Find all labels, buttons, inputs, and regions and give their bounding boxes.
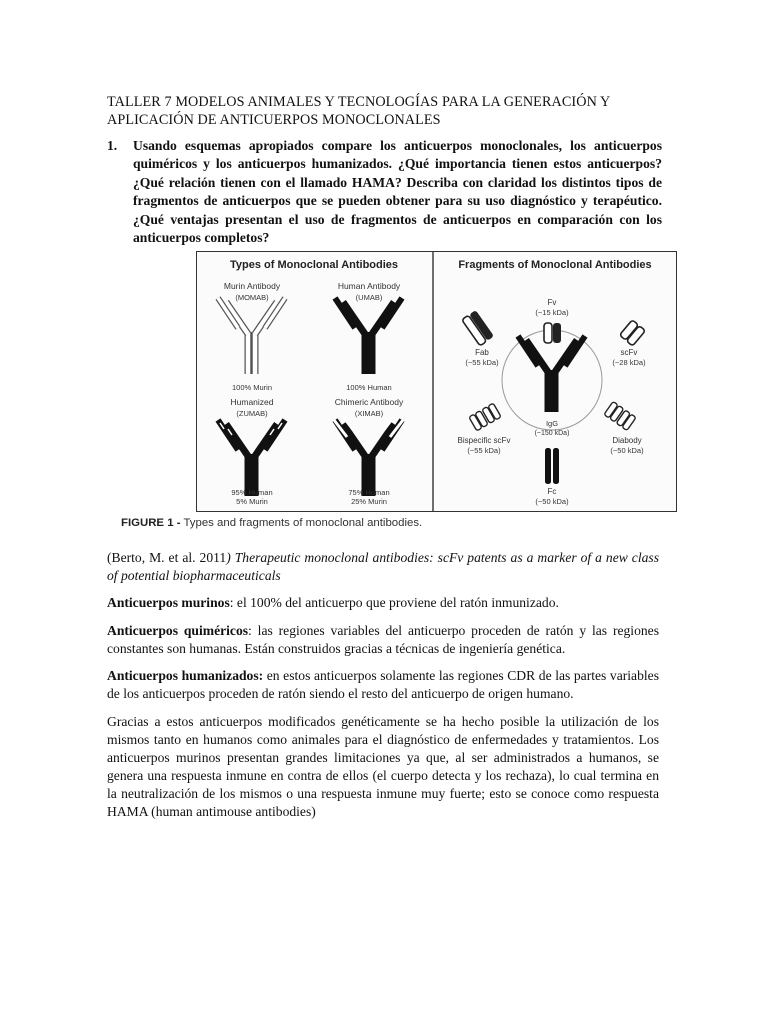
text-quimericos: : las regiones variables del anticuerpo proceden de ratón y las regiones constantes son humanas. Están construidos gracias a técnicas de ingeniería genética. bbox=[107, 623, 659, 656]
human-name: Human Antibody bbox=[337, 281, 401, 291]
igg-label: IgG bbox=[545, 419, 559, 428]
chimeric-composition-1: 75% Human bbox=[348, 488, 390, 497]
definition-quimericos bbox=[107, 622, 659, 658]
figure-caption bbox=[121, 517, 541, 529]
text-murinos: : el 100% del anticuerpo que proviene del ratón inmunizado. bbox=[229, 595, 559, 610]
diabody-label: Diabody bbox=[612, 436, 642, 445]
murin-composition: 100% Murin bbox=[231, 383, 273, 392]
question-text: Usando esquemas apropiados compare los anticuerpos monoclonales, los anticuerpos quiméricos y los anticuerpos humanizados. ¿Qué importancia tienen estos anticuerpos? ¿Qué relación tienen con el llamado HAMA? Describa con claridad los distintos tipos de fragmentos de anticuerpos que se pueden obtener para su uso diagnóstico y terapéutico. ¿Qué ventajas presentan el uso de fragmentos de anticuerpos en comparación con los anticuerpos completos? bbox=[133, 138, 662, 246]
term-humanizados: Anticuerpos humanizados: bbox=[107, 668, 264, 683]
fc-size: (~50 kDa) bbox=[535, 497, 569, 506]
term-murinos: Anticuerpos murinos bbox=[107, 595, 230, 610]
humanized-composition-2: 5% Murin bbox=[236, 497, 268, 506]
diabody-size: (~50 kDa) bbox=[610, 446, 644, 455]
text-humanizados: en estos anticuerpos solamente las regiones CDR de las partes variables de los anticuerpos proceden de ratón siendo el resto del anticuerpo de origen humano. bbox=[107, 668, 659, 701]
types-title: Types of Monoclonal Antibodies bbox=[229, 259, 399, 271]
scfv-size: (~28 kDa) bbox=[612, 358, 646, 367]
question-1 bbox=[107, 137, 662, 247]
question-number: 1. bbox=[107, 138, 118, 153]
humanized-code: (ZUMAB) bbox=[236, 409, 268, 418]
definition-humanizados bbox=[107, 667, 659, 703]
bispecific-label: Bispecific scFv bbox=[457, 436, 511, 445]
antibody-figure bbox=[196, 251, 677, 512]
citation bbox=[107, 549, 659, 585]
antibody-diagram bbox=[197, 252, 676, 511]
fab-label: Fab bbox=[475, 348, 489, 357]
caption-label: FIGURE 1 - bbox=[121, 517, 181, 529]
fv-label: Fv bbox=[547, 298, 557, 307]
murin-code: (MOMAB) bbox=[235, 293, 269, 302]
fv-size: (~15 kDa) bbox=[535, 308, 569, 317]
citation-paren: ) bbox=[226, 550, 231, 565]
chimeric-name: Chimeric Antibody bbox=[334, 397, 404, 407]
scfv-label: scFv bbox=[620, 348, 638, 357]
fc-label: Fc bbox=[547, 487, 557, 496]
term-quimericos: Anticuerpos quiméricos bbox=[107, 623, 249, 638]
citation-authors: (Berto, M. et al. 2011 bbox=[107, 550, 227, 565]
definition-murinos bbox=[107, 594, 659, 612]
humanized-name: Humanized bbox=[230, 397, 274, 407]
caption-text: Types and fragments of monoclonal antibodies. bbox=[183, 517, 423, 529]
chimeric-code: (XIMAB) bbox=[354, 409, 384, 418]
bispecific-size: (~55 kDa) bbox=[467, 446, 501, 455]
fv-icon bbox=[544, 323, 561, 343]
humanized-composition-1: 95% Human bbox=[231, 488, 273, 497]
document-title: TALLER 7 MODELOS ANIMALES Y TECNOLOGÍAS PARA LA GENERACIÓN Y APLICACIÓN DE ANTICUERPOS MONOCLONALES bbox=[107, 94, 610, 128]
citation-title: Therapeutic monoclonal antibodies: scFv patents as a marker of a new class of potential biopharmaceuticals bbox=[107, 550, 659, 583]
human-code: (UMAB) bbox=[355, 293, 383, 302]
fab-size: (~55 kDa) bbox=[465, 358, 499, 367]
body-paragraph: Gracias a estos anticuerpos modificados genéticamente se ha hecho posible la utilización de los mismos tanto en humanos como animales para el diagnóstico de enfermedades y tratamientos. Los anticuerpos murinos presentan grandes limitaciones ya que, al ser administrados a humanos, se genera una respuesta inmune en contra de ellos (el cuerpo detecta y los rechaza), lo cual termina en la neutralización de los mismos o una respuesta inmune muy fuerte; esto se conoce como respuesta HAMA (human antimouse antibodies) bbox=[107, 714, 659, 819]
murin-name: Murin Antibody bbox=[223, 281, 281, 291]
chimeric-composition-2: 25% Murin bbox=[351, 497, 387, 506]
igg-size: (~150 kDa) bbox=[534, 430, 570, 437]
human-composition: 100% Human bbox=[346, 383, 392, 392]
fragments-title: Fragments of Monoclonal Antibodies bbox=[458, 259, 652, 271]
